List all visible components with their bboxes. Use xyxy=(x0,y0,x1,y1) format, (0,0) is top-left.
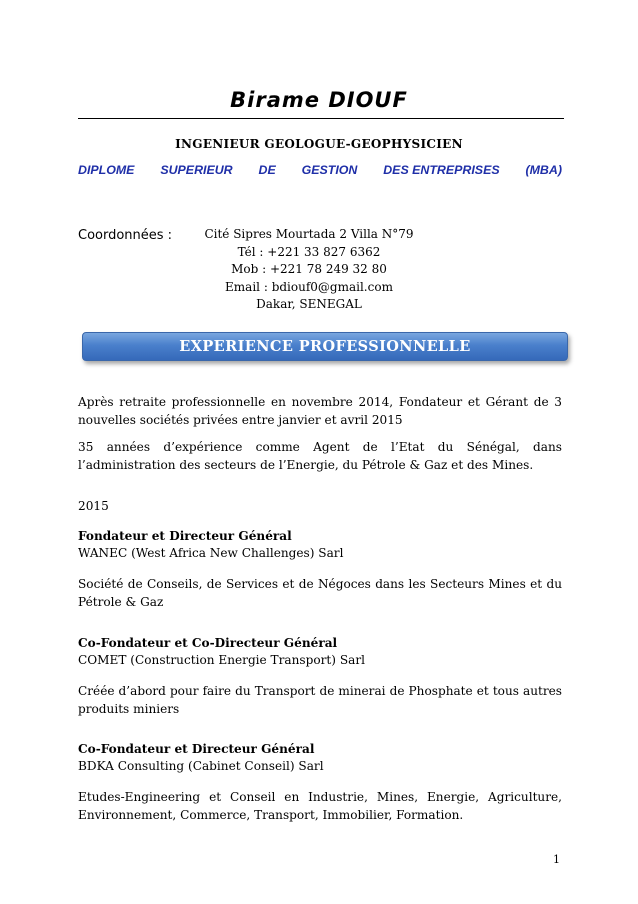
page-number: 1 xyxy=(553,853,560,866)
contact-label: Coordonnées : xyxy=(78,228,173,243)
intro-paragraph: Après retraite professionnelle en novembre 2014, Fondateur et Gérant de 3 nouvelles sociétés privées entre janvier et avril 2015 xyxy=(78,395,562,427)
diploma-word: (MBA) xyxy=(525,163,562,177)
candidate-name: Birame DIOUF xyxy=(230,88,408,112)
intro-paragraph: 35 années d’expérience comme Agent de l’Etat du Sénégal, dans l’administration des secteurs de l’Energie, du Pétrole & Gaz et des Mines. xyxy=(78,440,562,472)
header-rule xyxy=(78,118,564,119)
position-role: Co-Fondateur et Directeur Général xyxy=(78,742,315,756)
professional-title: INGENIEUR GEOLOGUE-GEOPHYSICIEN xyxy=(175,137,463,151)
section-banner-label: EXPERIENCE PROFESSIONNELLE xyxy=(179,338,471,355)
position-company: WANEC (West Africa New Challenges) Sarl xyxy=(78,546,344,560)
position-role: Co-Fondateur et Co-Directeur Général xyxy=(78,636,338,650)
diploma-word: DES ENTREPRISES xyxy=(383,163,500,177)
position-description: Société de Conseils, de Services et de Négoces dans les Secteurs Mines et du Pétrole & Gaz xyxy=(78,577,562,609)
contact-address: Cité Sipres Mourtada 2 Villa N°79 xyxy=(204,227,414,241)
section-banner-experience xyxy=(82,332,568,361)
year-heading: 2015 xyxy=(78,499,109,513)
contact-mob: Mob : +221 78 249 32 80 xyxy=(231,262,387,276)
position-role: Fondateur et Directeur Général xyxy=(78,529,292,543)
contact-city: Dakar, SENEGAL xyxy=(256,297,362,311)
position-company: BDKA Consulting (Cabinet Conseil) Sarl xyxy=(78,759,324,773)
diploma-word: SUPERIEUR xyxy=(160,163,233,177)
position-company: COMET (Construction Energie Transport) Sarl xyxy=(78,653,365,667)
contact-block xyxy=(200,226,418,314)
contact-email: Email : bdiouf0@gmail.com xyxy=(225,279,393,294)
diploma-word: DIPLOME xyxy=(78,163,135,177)
contact-tel: Tél : +221 33 827 6362 xyxy=(237,244,381,259)
diploma-word: GESTION xyxy=(301,163,358,177)
position-description: Etudes-Engineering et Conseil en Industrie, Mines, Energie, Agriculture, Environnement, Commerce, Transport, Immobilier, Formation. xyxy=(78,790,562,822)
position-description: Créée d’abord pour faire du Transport de minerai de Phosphate et tous autres produits miniers xyxy=(78,684,562,716)
diploma-line xyxy=(78,163,562,177)
diploma-word: DE xyxy=(258,163,276,177)
